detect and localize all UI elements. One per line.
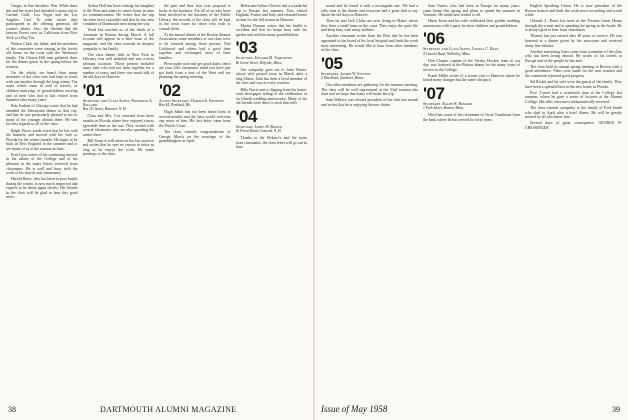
right-column-3 (525, 4, 622, 400)
class-heading (82, 80, 155, 112)
right-column-1 (321, 4, 418, 400)
paragraph: Martin Duncan writes that his health is excellent and that he keeps busy with his garden and with his many grandchildren. (235, 23, 307, 37)
class-address: 46 Grove Street, Holyoke, Mass. (235, 60, 283, 65)
issue-line: Issue of May 1958 (321, 404, 388, 414)
paragraph: Ralph Pierce sends word that he has sold his business and moved with his wife to Florida for the winter months. He hopes to be back in New England in the summer and to see many of us at the reunion in June. (6, 128, 78, 151)
paragraph: Word has reached us of the death of a classmate in Boston during March. A full account will appear in a later issue of the magazine, and the class extends its deepest sympathy to his family. (82, 28, 154, 51)
class-year: '05 (321, 53, 343, 73)
class-address: 2 Elm Road, Gardiner, Maine (321, 75, 364, 80)
paragraph: Sam Wallace was elected president of his club last month and writes that he is enjoying the new duties. (321, 98, 418, 107)
paragraph: Frank Miller writes of a recent visit to Hanover where he found many changes but the same old spirit. (423, 73, 520, 83)
left-column-4 (236, 4, 308, 400)
running-foot: DARTMOUTH ALUMNI MAGAZINE (100, 405, 237, 414)
paragraph: Our sympathy goes out to John Winter, whose wife passed away in March after a long illness. John has been a loyal member of the class and was at every reunion. (235, 67, 307, 86)
right-column-2 (423, 4, 520, 400)
paragraph: Word has come of the retirement of Oscar Tomlinson from the bank where he has served for forty years. (423, 113, 520, 122)
paragraph: Don Chapin, captain of the Varsity Hockey team in our day, was honored at the Boston dinner for his many years of service to the College. (423, 58, 520, 72)
class-address: 4 Lincoln Road, Wellesley, Mass. (423, 51, 471, 56)
paragraph: Helen and Arthur Chivers had a wonderful trip to Europe last summer. They visited England, France and Italy, and returned home in time for the fall season in Hanover. (235, 4, 307, 22)
page-number: 38 (8, 405, 16, 414)
paragraph: Nelson Clark, his father, and the members of the committee were staying in the lovely old house on the coast with the Westmore family. The Clinton Hill men gathered there for the dinner given in the spring before the reunion. (6, 41, 78, 69)
paragraph: Another classmate writes from the West that he has been appointed to the board of his local hospital and finds the work most interesting. He would like to hear from other members of the class. (321, 34, 418, 53)
class-year: '02 (159, 80, 181, 100)
paragraph: round and he found it with a rectangular one. We had a jolly time at the dinner and everyone had a great deal to say about the old days in Hanover. (321, 4, 418, 18)
class-year: '04 (235, 106, 257, 126)
paragraph: Then he and Jack Cloke are now living in Maine where they have a small farm on the coast. They enjoy the quiet life and keep busy with many hobbies. (321, 19, 418, 33)
left-column-1 (6, 4, 78, 400)
paragraph: Harry Stone and his wife celebrated their golden wedding anniversary with a party for their children and grandchildren. (423, 19, 520, 28)
paragraph: Sid Rickel and his wife were the guests of the family. They have been a splendid host in the new home in Florida. (525, 80, 622, 89)
class-year: '03 (235, 38, 257, 58)
paragraph: Another interesting letter came from a member of the class who has been living abroad. He writes of his travels in Europe and of the people he has met. (525, 49, 622, 63)
paragraph: the gent and their four year proposal is lucky in the business. For all of us who have been involved in the business of the Public Library, the records of the class will be kept in the town room for those who wish to consult them. (159, 4, 231, 31)
left-column-2 (83, 4, 155, 400)
paragraph: Thanks to the Webster's and the notes from classmates, the class letter will go out in June. (235, 135, 307, 150)
paragraph: Class and Mrs. Cox returned from three months in Florida where they enjoyed a most agreeable time in the sun. They visited with several classmates who are also spending the winter there. (82, 114, 154, 137)
class-heading (321, 53, 418, 80)
class-secretary: Secretary and Class Agent, Frederick A. Ballard (82, 98, 153, 108)
paragraph: English Speaking Union. He is now president of the Boston branch and finds the work most rewarding and worth while. (525, 4, 622, 18)
paragraph: Arthur Hall has been visiting his daughter in the West and plans to return home in time for commencement. He writes that the trip has been most enjoyable and that he has seen a number of Dartmouth men along the way. (82, 4, 154, 27)
paragraph: Bob Jenkins of Chicago wrote that he had attended the Dartmouth dinner in that city, and that he was particularly pleased to see so many of the younger alumni there. He sent his best regards to all of the class. (6, 104, 78, 127)
paragraph: Ginger, in San Anselmo. Wm. While there she and her sister had included a motor trip to Carmel, Calif., Los Vegas and the Los Angeles. Carl. To what extent they participated in the offering generous the winter's affairs. Also, the lifetime that the famous Forest crew in California from New York to a Bay Tin. (6, 4, 78, 40)
paragraph: Orlando L. Davis has been in the Fortune Guest House through the winter and is spending the spring in the South. He is always glad to hear from classmates. (525, 19, 622, 33)
paragraph: Thomas has just retired after 40 years of service. He was honored at a dinner given by his associates and received many fine tributes. (525, 34, 622, 48)
paragraph: The class held its annual spring meeting in Boston with a good attendance. Plans were made for the next reunion and the committee reported good progress. (525, 64, 622, 79)
right-page (315, 0, 628, 420)
class-heading (236, 40, 308, 64)
paragraph: Billy Davis sent a clipping from his home-town newspaper telling of the celebration of his fiftieth wedding anniversary. Many of his old friends were there to wish him well. (235, 87, 307, 106)
paragraph: Sam Turner, who had been in Europe for many years, came home this spring and plans to spend the summer in Vermont. He sends best wishes to all. (423, 4, 520, 18)
left-page (0, 0, 313, 420)
class-address: Box 111 Street, Hanover, N. H. (82, 107, 127, 112)
class-year: '07 (423, 83, 445, 103)
paragraph: The class dinner held in New York in February was well attended and was a most pleasant occasion. Those present included many men who had not been together for a number of years, and there was much talk of the old days in Hanover. (82, 52, 154, 80)
paragraph: The class extends congratulations to George Marsh on the marriage of his granddaughter in April. (159, 130, 231, 144)
class-secretary: Secretary, Joseph W. Stevens (321, 71, 371, 76)
class-secretary: Acting Secretary, Harold E. Kennedy (159, 98, 225, 103)
class-year: '01 (82, 80, 104, 100)
paragraph: Fred Lyon writes of his continuing interest in the affairs of the College and of his pleasure in the many letters received from classmates. He is well and busy with the work of his church and community. (6, 152, 78, 176)
paragraph: Harold Bates, who has been in poor health during the winter, is now much improved and expects to be about again shortly. His friends in the class will be glad to hear this good news. (6, 177, 78, 200)
class-secretary: Secretary, James W. Brown (235, 124, 283, 129)
paragraph: At the annual dinner of the Boston Alumni Association some members of our class were to be counted among those present. Ned Coldwood and others had a good time together and exchanged news of their families. (159, 32, 231, 60)
class-heading (159, 80, 231, 108)
paragraph: Prof. Turner had a wonderful time at the College last summer, where he gave a series of lectures at the Alumni College. His talks were most enthusiastically received. (525, 90, 622, 104)
paragraph: The class extends sympathy to the family of Fred Smith who died in April after a brief illness. He will be greatly missed by all who knew him. (525, 106, 622, 120)
paragraph: Hugh Sabin has not been heard from in several months and the class would welcome any news of him. His last letter came from the Pacific Coast. (159, 110, 231, 128)
class-address: Box 44, Portland, Me. (159, 103, 191, 108)
paragraph: Pleas make note and get good dates; these are your 25th classmates mind you have just got back from a tour of the West and are planning the spring meeting. (159, 61, 231, 80)
paragraph: Bill Stone is still active in his law practice and writes that he sees no reason to retire as long as he enjoys the work. He sends greetings to the class. (82, 138, 154, 157)
class-address: 1 Park Street, Boston, Mass. (423, 106, 464, 111)
class-heading (423, 31, 520, 55)
class-secretary: Secretary, Edward M. Tomlinson (235, 56, 293, 61)
class-address: 16 Forest Road, Concord, N. H. (235, 128, 282, 133)
class-secretary: Secretary, Ralph W. Howard (423, 101, 473, 106)
class-heading (423, 83, 520, 111)
class-heading (235, 106, 308, 133)
left-column-3 (159, 4, 231, 400)
paragraph: Our other members are gathering for the summer meeting. The class will be well represented at the 53rd reunion this June and we hope that many will make the trip. (321, 82, 418, 97)
paragraph: On the whole, we heard from many members of the class who had kept in touch with one another through the long winter. The notes which came in told of travels, of children marrying, of grandchildren arriving and of men who had at last retired from business after many years. (6, 70, 78, 103)
page-number: 39 (612, 405, 620, 414)
class-secretary: Secretary and Class Agent, Lowell C. Hale (423, 47, 499, 52)
signoff: Several days of great consequence. GEORGE W. CRESSINGER (525, 121, 622, 130)
class-year: '06 (423, 29, 445, 49)
